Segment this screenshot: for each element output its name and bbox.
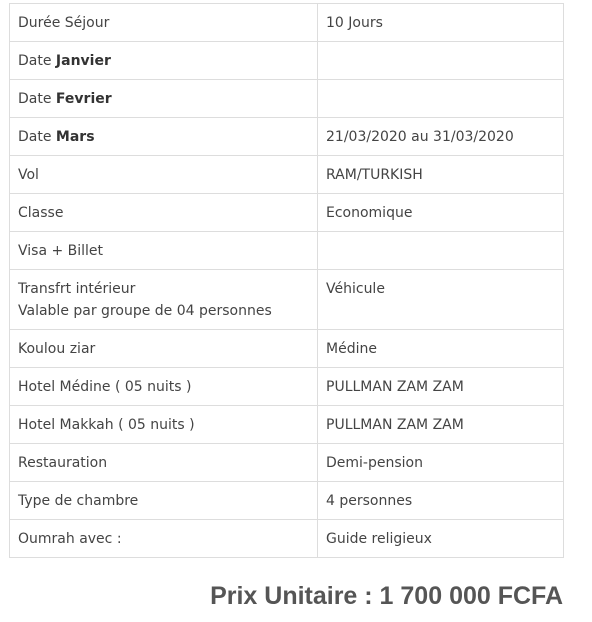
- table-row: [10, 118, 564, 156]
- row-value: Véhicule: [318, 270, 564, 330]
- table-row: [10, 330, 564, 368]
- table-row: [10, 520, 564, 558]
- table-row: [10, 270, 564, 330]
- row-label: Vol: [10, 156, 318, 194]
- row-label: [10, 42, 318, 80]
- table-row: [10, 444, 564, 482]
- row-label: Oumrah avec :: [10, 520, 318, 558]
- row-value: PULLMAN ZAM ZAM: [318, 368, 564, 406]
- row-label-prefix: Date: [18, 90, 52, 107]
- row-label-month: Mars: [55, 128, 95, 145]
- table-row: [10, 232, 564, 270]
- row-value: Médine: [318, 330, 564, 368]
- row-label: Restauration: [10, 444, 318, 482]
- table-row: [10, 368, 564, 406]
- unit-price: Prix Unitaire : 1 700 000 FCFA: [210, 582, 563, 610]
- row-value: Economique: [318, 194, 564, 232]
- row-label-line: Valable par groupe de 04 personnes: [18, 303, 272, 319]
- table-row: [10, 42, 564, 80]
- row-label: Hotel Médine ( 05 nuits ): [10, 368, 318, 406]
- row-label-prefix: Date: [18, 128, 52, 145]
- table-row: [10, 156, 564, 194]
- row-label: Hotel Makkah ( 05 nuits ): [10, 406, 318, 444]
- row-label: Visa + Billet: [10, 232, 318, 270]
- row-label-prefix: Date: [18, 52, 52, 69]
- row-value: Guide religieux: [318, 520, 564, 558]
- row-value: PULLMAN ZAM ZAM: [318, 406, 564, 444]
- table-row: [10, 194, 564, 232]
- row-label: [10, 80, 318, 118]
- row-value: 10 Jours: [318, 4, 564, 42]
- row-label: Classe: [10, 194, 318, 232]
- row-label: Type de chambre: [10, 482, 318, 520]
- row-value: 4 personnes: [318, 482, 564, 520]
- row-label: Durée Séjour: [10, 4, 318, 42]
- row-value: Demi-pension: [318, 444, 564, 482]
- table-row: [10, 80, 564, 118]
- row-label: Koulou ziar: [10, 330, 318, 368]
- row-value: [318, 80, 564, 118]
- row-label: [10, 118, 318, 156]
- table-row: [10, 482, 564, 520]
- package-details-table: [9, 3, 564, 558]
- row-label-line: Transfrt intérieur: [18, 281, 136, 297]
- row-value: 21/03/2020 au 31/03/2020: [318, 118, 564, 156]
- row-value: [318, 42, 564, 80]
- row-label-month: Janvier: [55, 52, 111, 69]
- row-label-month: Fevrier: [55, 90, 112, 107]
- table-row: [10, 4, 564, 42]
- row-value: [318, 232, 564, 270]
- row-label: [10, 270, 318, 330]
- row-value: RAM/TURKISH: [318, 156, 564, 194]
- table-row: [10, 406, 564, 444]
